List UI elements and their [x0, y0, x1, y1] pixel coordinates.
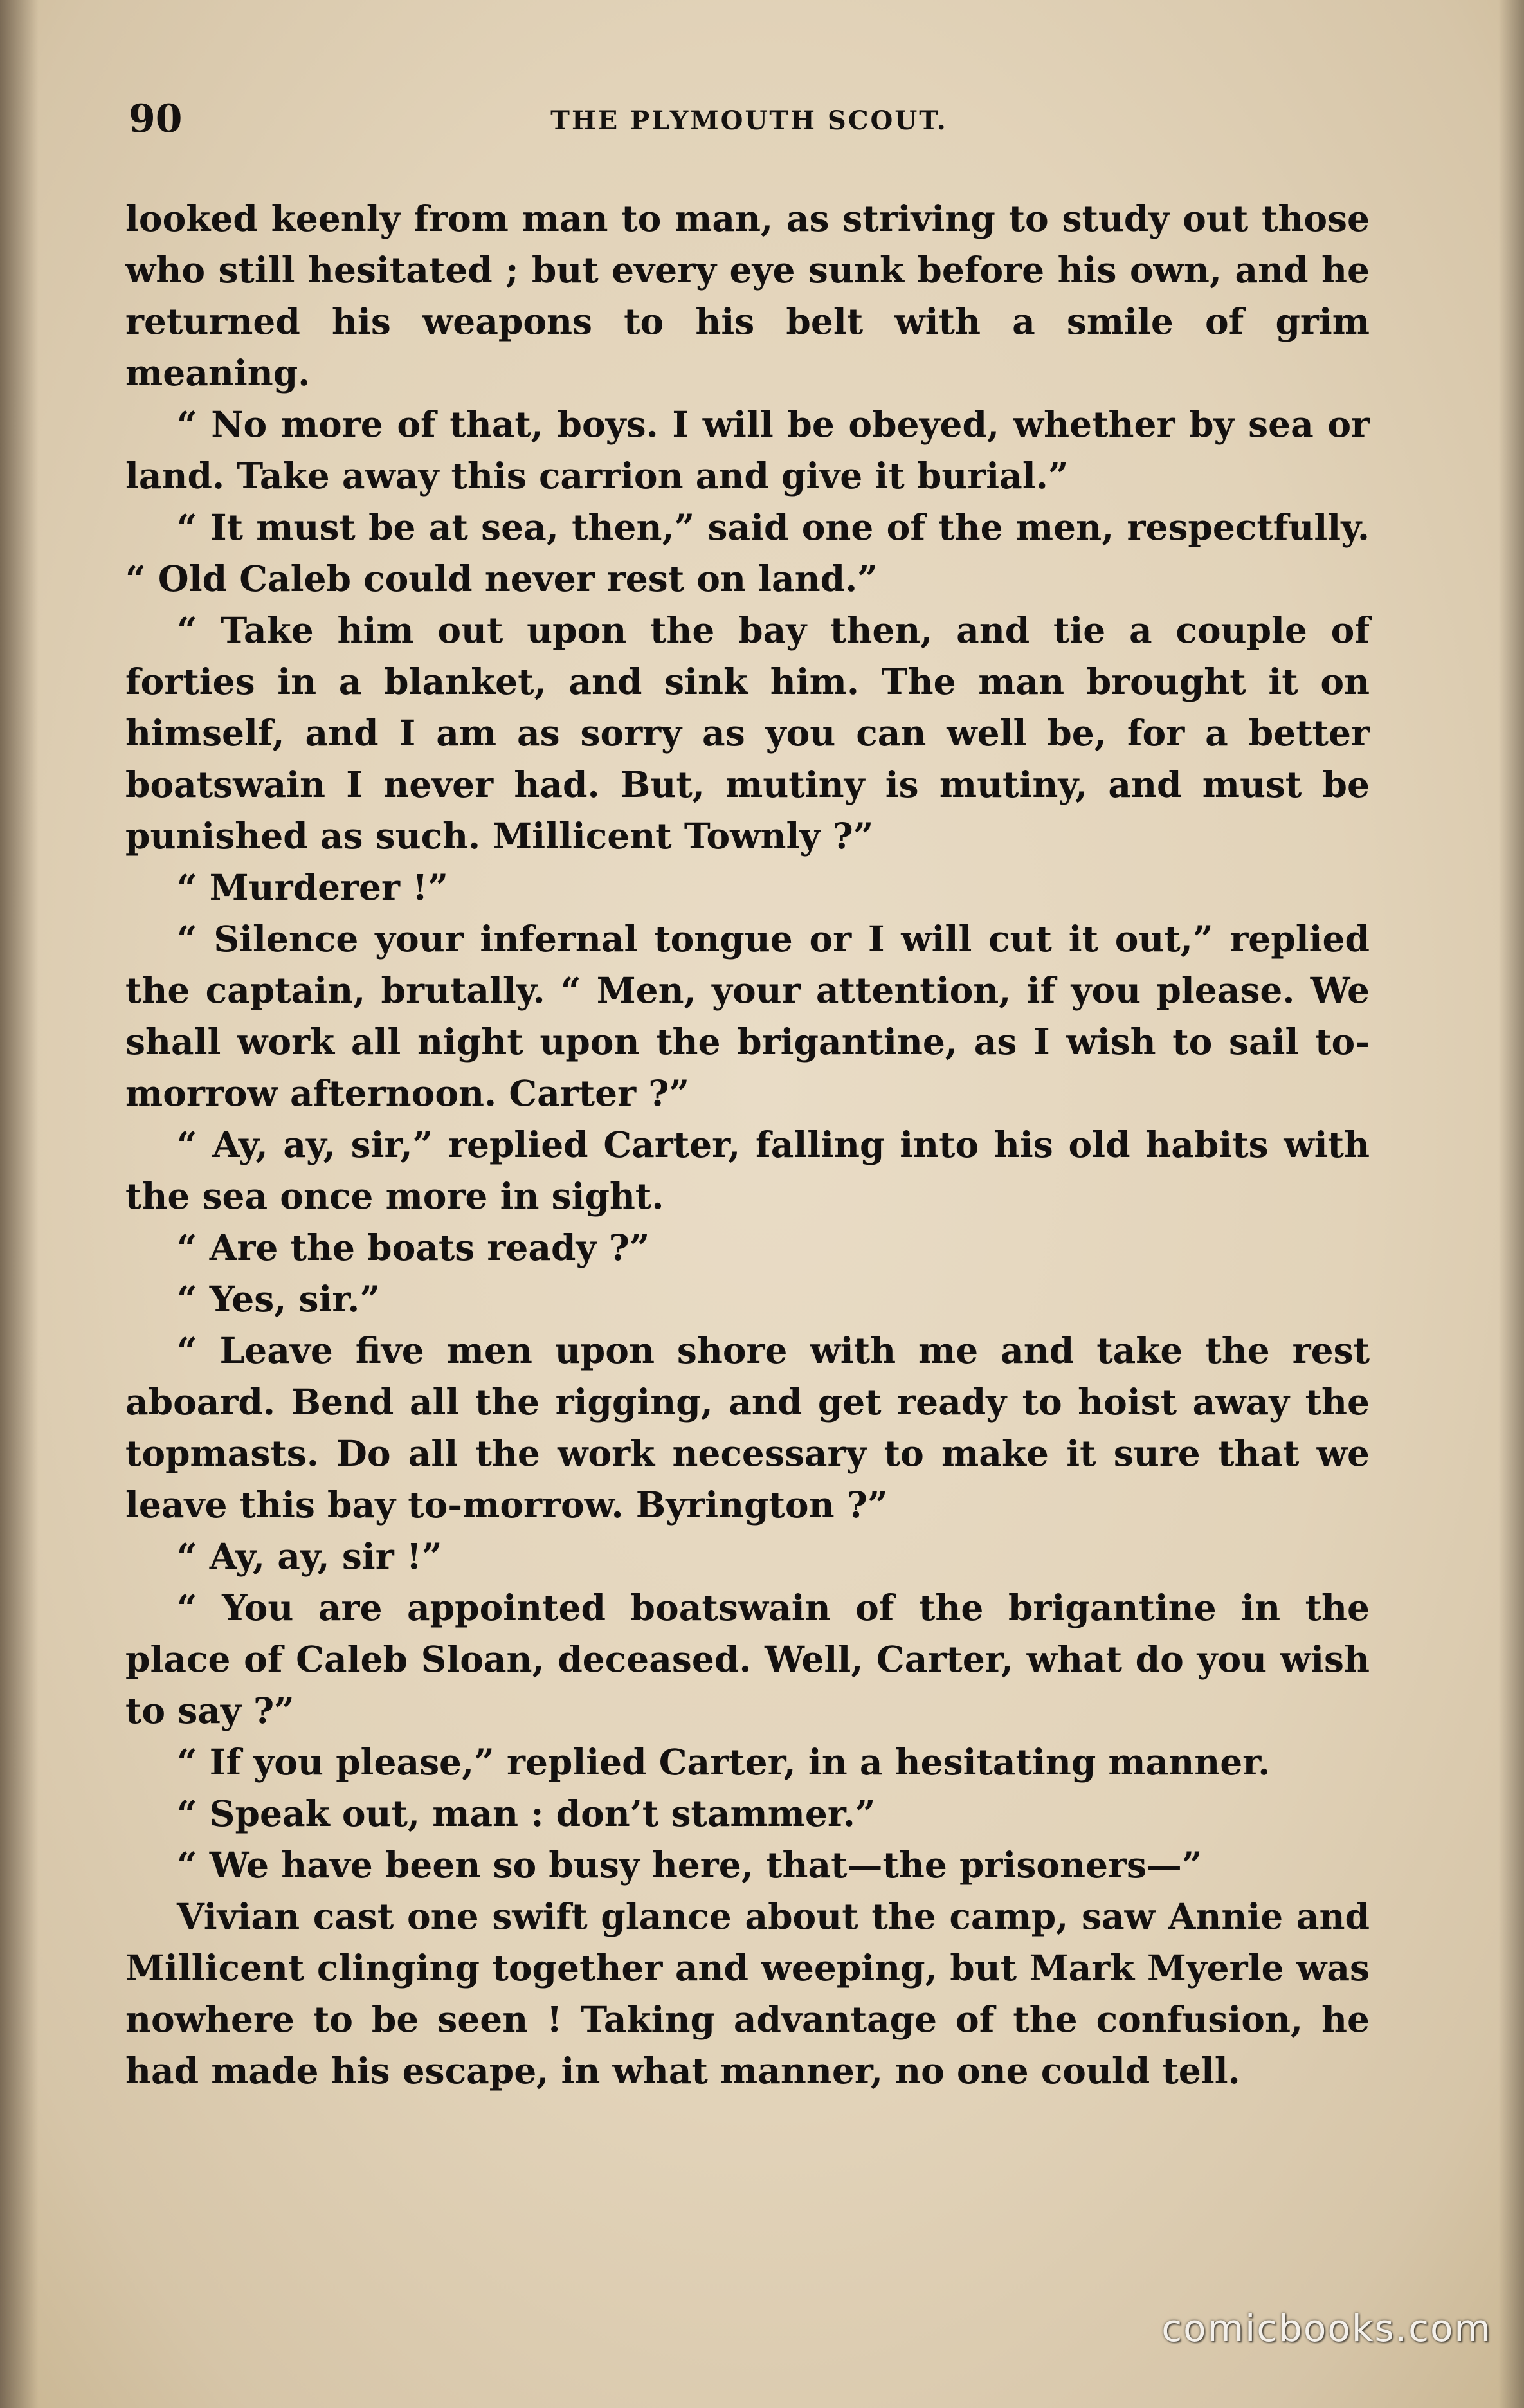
paragraph: “ Murderer !”: [177, 866, 448, 908]
paragraph: “ You are appointed boatswain of the brigantine in the place of Caleb Sloan, deceased. Well, Carter, what do you wish to say ?”: [125, 1587, 1370, 1731]
paragraph: “ Are the boats ready ?”: [177, 1227, 650, 1268]
paragraph: “ If you please,” replied Carter, in a hesitating manner.: [177, 1741, 1271, 1783]
body-text: [125, 193, 1370, 2097]
page-number: 90: [129, 96, 183, 141]
paragraph: “ No more of that, boys. I will be obeyed, whether by sea or land. Take away this carrion and give it burial.”: [125, 403, 1370, 497]
paragraph: looked keenly from man to man, as striving to study out those who still hesitated ; but every eye sunk before his own, and he returned his weapons to his belt with a smile of grim meaning.: [125, 197, 1370, 394]
page-header: [129, 96, 1370, 148]
paragraph: “ Take him out upon the bay then, and tie a couple of forties in a blanket, and sink him. The man brought it on himself, and I am as sorry as you can well be, for a better boatswain I never had. But, mutiny is mutiny, and must be punished as such. Millicent Townly ?”: [125, 609, 1370, 857]
paragraph: “ We have been so busy here, that—the prisoners—”: [177, 1844, 1202, 1886]
paragraph: “ Leave five men upon shore with me and take the rest aboard. Bend all the rigging, and get ready to hoist away the topmasts. Do all the work necessary to make it sure that we leave this bay to-morrow. Byrington ?”: [125, 1329, 1370, 1526]
paragraph: “ Speak out, man : don’t stammer.”: [177, 1792, 876, 1834]
paragraph: “ Yes, sir.”: [177, 1278, 381, 1320]
paragraph: “ It must be at sea, then,” said one of the men, respectfully. “ Old Caleb could never rest on land.”: [125, 506, 1370, 599]
running-head: THE PLYMOUTH SCOUT.: [550, 105, 948, 136]
paragraph: “ Ay, ay, sir,” replied Carter, falling into his old habits with the sea once more in sight.: [125, 1124, 1370, 1217]
paragraph: Vivian cast one swift glance about the camp, saw Annie and Millicent clinging together and weeping, but Mark Myerle was nowhere to be seen ! Taking advantage of the confusion, he had made his escape, in what manner, no one could tell.: [125, 1895, 1370, 2092]
watermark: comicbooks.com: [1161, 2306, 1492, 2350]
paragraph: “ Silence your infernal tongue or I will cut it out,” replied the captain, brutally. “ Men, your attention, if you please. We shall work all night upon the brigantine, as I wish to sail to-morrow afternoon. Carter ?”: [125, 918, 1370, 1114]
paragraph: “ Ay, ay, sir !”: [177, 1535, 442, 1577]
